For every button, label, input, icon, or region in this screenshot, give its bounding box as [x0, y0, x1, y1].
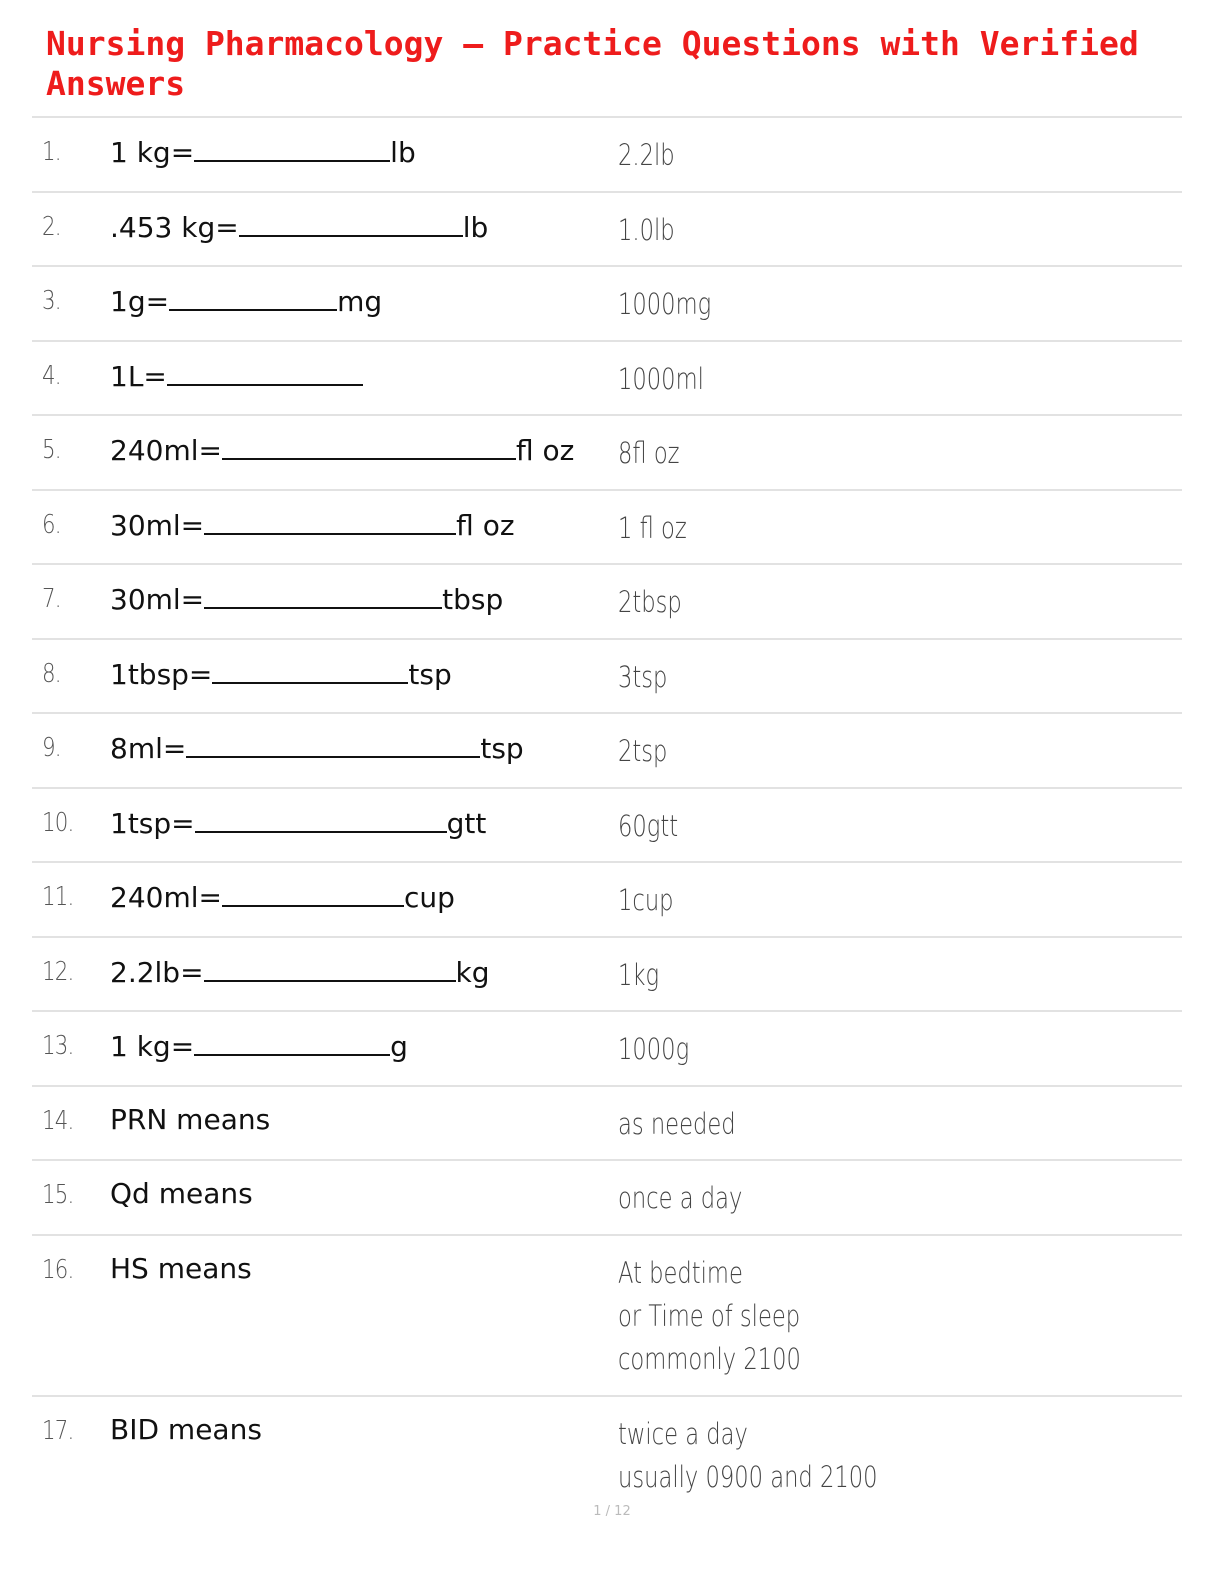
- question-text: BID means: [110, 1412, 262, 1446]
- question-text: 8ml= tsp: [110, 732, 524, 765]
- question-text: 1L=: [110, 358, 363, 394]
- question-number: 8.: [42, 658, 61, 689]
- question-number: 7.: [42, 584, 61, 614]
- table-row: [32, 640, 1182, 715]
- question-number: 2.: [42, 211, 61, 242]
- answer-text: 1000g: [618, 1032, 690, 1066]
- question-text: 30ml= fl oz: [110, 508, 515, 542]
- question-number: 3.: [42, 286, 61, 316]
- answer-text: 1cup: [618, 883, 674, 917]
- question-number: 12.: [42, 956, 74, 987]
- question-text: 30ml= tbsp: [110, 583, 504, 616]
- answer-blank: [222, 432, 516, 460]
- answer-text: 3tsp: [618, 659, 668, 694]
- question-number: 1.: [42, 137, 61, 167]
- page-number: 1 / 12: [593, 1504, 631, 1519]
- question-text: 2.2lb= kg: [110, 955, 490, 989]
- answer-text: as needed: [618, 1106, 736, 1141]
- table-row: [32, 118, 1182, 193]
- question-number: 4.: [42, 360, 61, 391]
- answer-blank: [194, 1028, 390, 1056]
- answer-text: 1.0lb: [618, 212, 675, 247]
- answer-text: 2.2lb: [618, 138, 675, 172]
- answer-blank: [169, 283, 337, 311]
- answer-text: 1 fl oz: [618, 510, 687, 545]
- answer-text: 2tbsp: [618, 585, 682, 619]
- question-text: 240ml= cup: [110, 881, 455, 914]
- answer-blank: [212, 656, 408, 684]
- answer-blank: [204, 954, 456, 982]
- question-number: 17.: [42, 1415, 74, 1446]
- question-number: 9.: [42, 733, 61, 763]
- answer-blank: [204, 581, 442, 609]
- question-number: 16.: [42, 1254, 74, 1285]
- answer-blank: [195, 805, 447, 833]
- answer-blank: [186, 730, 480, 758]
- answer-text: 1000mg: [618, 287, 712, 321]
- answer-text: 1kg: [618, 957, 660, 992]
- answer-text: once a day: [618, 1181, 743, 1215]
- answer-text: 60gtt: [618, 808, 679, 843]
- question-number: 13.: [42, 1031, 74, 1061]
- question-number: 11.: [42, 882, 74, 912]
- table-row: [32, 714, 1182, 789]
- answer-text: At bedtime or Time of sleep commonly 2100: [618, 1255, 801, 1376]
- page-title: Nursing Pharmacology – Practice Questions with Verified Answers: [46, 24, 1139, 103]
- answer-blank: [222, 879, 404, 907]
- table-row: [32, 1236, 1182, 1397]
- question-text: 1 kg= lb: [110, 136, 416, 169]
- qa-table: [32, 116, 1182, 1515]
- table-row: [32, 863, 1182, 938]
- table-row: [32, 491, 1182, 566]
- answer-text: twice a day usually 0900 and 2100: [618, 1416, 878, 1494]
- answer-blank: [167, 358, 363, 386]
- question-text: 1g= mg: [110, 285, 383, 318]
- answer-blank: [239, 209, 463, 237]
- question-number: 15.: [42, 1180, 74, 1210]
- question-number: 10.: [42, 807, 74, 838]
- table-row: [32, 1397, 1182, 1515]
- answer-text: 2tsp: [618, 734, 668, 768]
- question-text: .453 kg= lb: [110, 210, 489, 244]
- question-text: 240ml= fl oz: [110, 434, 575, 467]
- table-row: [32, 416, 1182, 491]
- table-row: [32, 193, 1182, 268]
- question-number: 5.: [42, 435, 61, 465]
- question-text: Qd means: [110, 1177, 253, 1210]
- question-text: HS means: [110, 1251, 252, 1285]
- question-number: 6.: [42, 509, 61, 540]
- table-row: [32, 789, 1182, 864]
- table-row: [32, 342, 1182, 417]
- question-text: 1tsp= gtt: [110, 806, 487, 840]
- question-text: 1tbsp= tsp: [110, 657, 452, 691]
- table-row: [32, 1161, 1182, 1236]
- table-row: [32, 565, 1182, 640]
- table-row: [32, 1087, 1182, 1162]
- question-text: 1 kg= g: [110, 1030, 408, 1063]
- table-row: [32, 938, 1182, 1013]
- question-number: 14.: [42, 1105, 74, 1136]
- table-row: [32, 267, 1182, 342]
- table-row: [32, 1012, 1182, 1087]
- answer-text: 8fl oz: [618, 436, 680, 470]
- answer-text: 1000ml: [618, 361, 704, 396]
- answer-blank: [204, 507, 456, 535]
- question-text: PRN means: [110, 1102, 271, 1136]
- answer-blank: [194, 134, 390, 162]
